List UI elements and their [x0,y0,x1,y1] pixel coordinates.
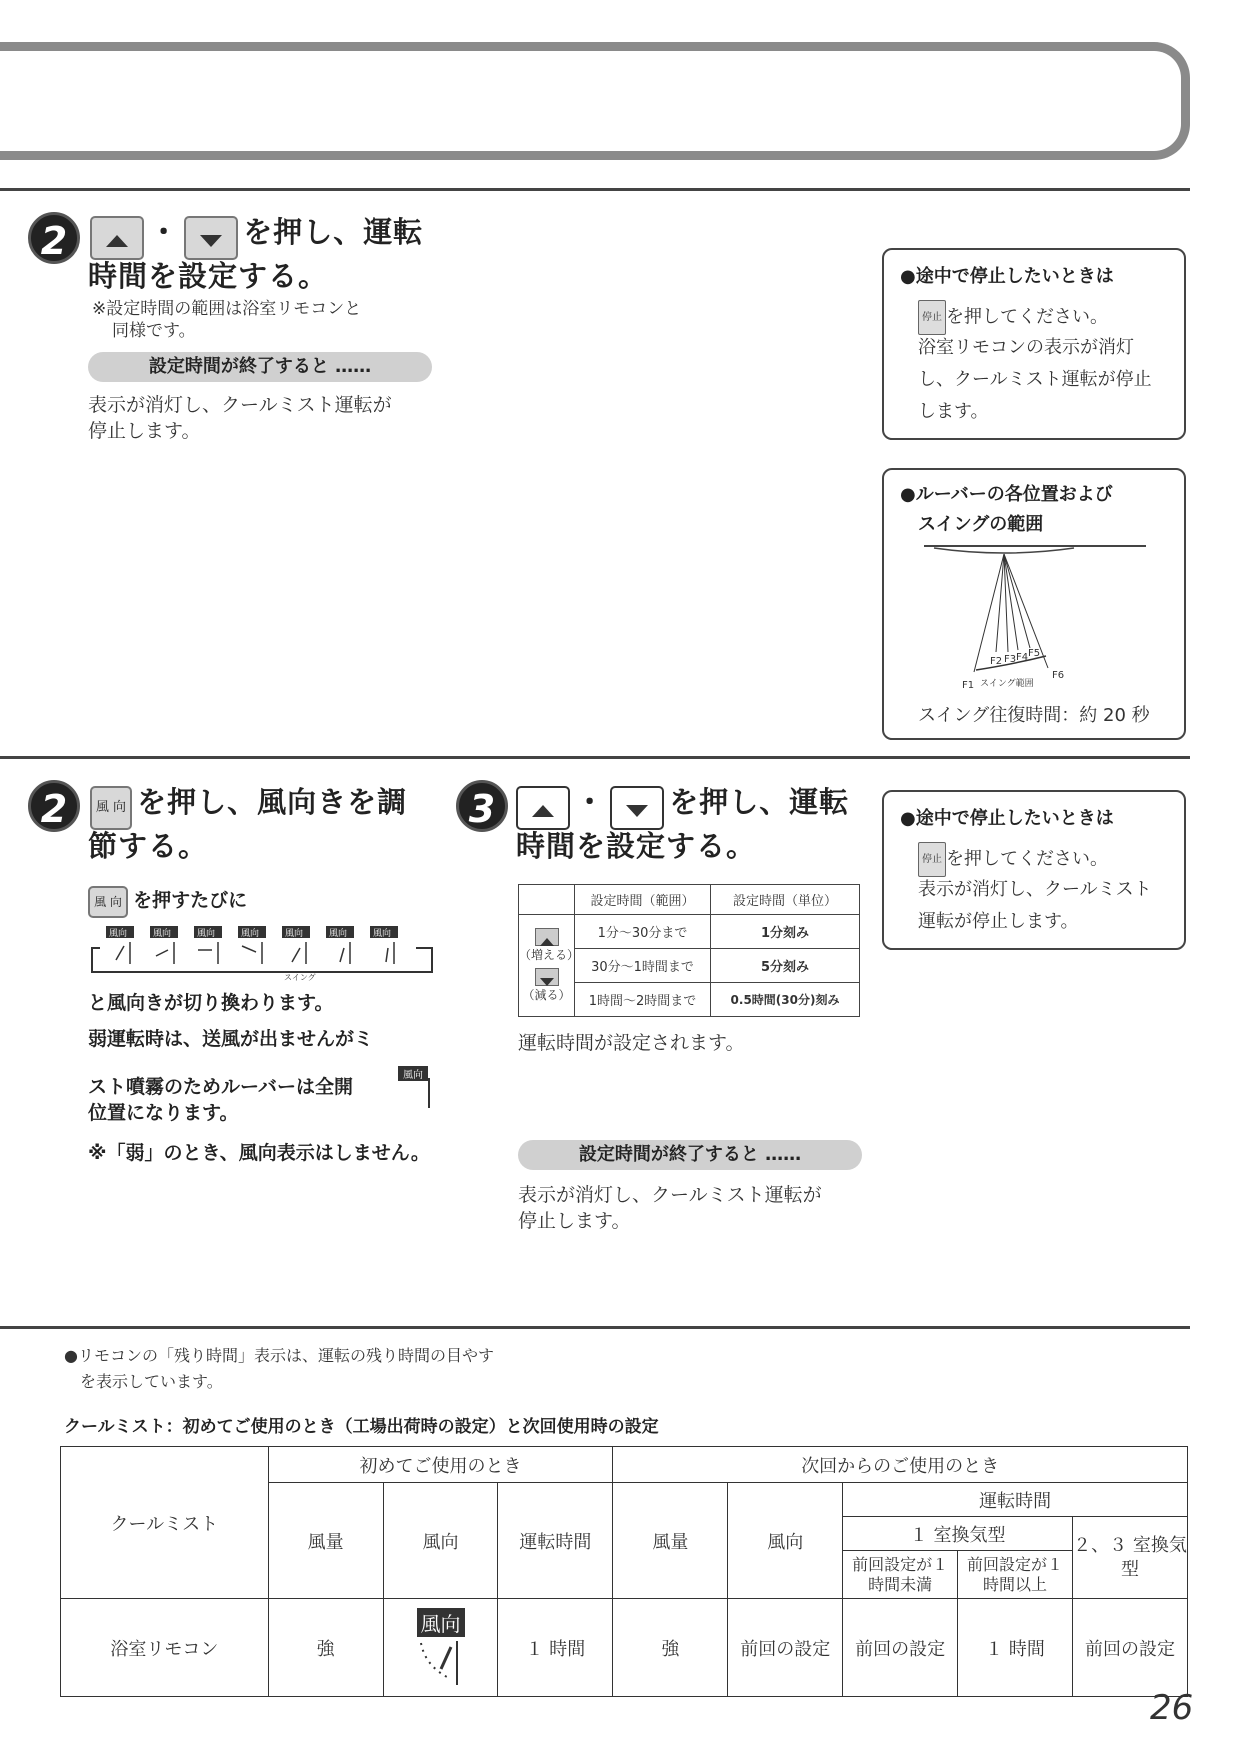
direction-line-c: スト噴霧のためルーバーは全開 [88,1076,354,1098]
direction-line-a: と風向きが切り換わります。 [88,992,334,1014]
step-heading-row [90,782,450,828]
stop-info-title: ●途中で停止したいときは [900,266,1114,287]
volume-header: 風量 [268,1483,383,1599]
section-divider-bottom [0,1326,1190,1329]
down-button[interactable] [610,786,664,830]
note-line2: 同様です。 [112,321,196,341]
step-heading-row [516,782,876,828]
stop-key-icon: 停止 [918,842,946,877]
settings-table [60,1446,1188,1697]
stop-info-line1 [918,300,1108,335]
fk-label: 風向 [285,929,304,939]
up-button[interactable] [516,786,570,830]
stop-info-title: ●途中で停止したいときは [900,808,1114,829]
range-cell: 30分〜1時間まで [575,949,711,983]
direction-header: 風向 [383,1483,498,1599]
label-f6: F6 [1052,670,1065,681]
label-f1: F1 [962,680,975,691]
result-line2: 停止します。 [518,1210,631,1232]
louver-title-line1: ●ルーバーの各位置および [900,484,1113,505]
direction-cycle-diagram [88,924,436,984]
time-setting-table [518,884,860,1017]
separator-dot: ・ [575,785,606,819]
louver-info-box [882,468,1186,740]
direction-header: 風向 [728,1483,843,1599]
label-f4: F4 [1016,652,1029,663]
direction-line-b: 弱運転時は、送風が出ませんがミ [88,1028,374,1050]
prev-ge-header: 前回設定が１ 時間以上 [958,1551,1073,1599]
table-cell: 前回の設定 [728,1599,843,1697]
step-heading-line1: を押し、風向きを調 [137,785,408,819]
table-cell: 前回の設定 [843,1599,958,1697]
louver-title-line2: スイングの範囲 [918,514,1044,535]
down-button[interactable] [184,216,238,260]
louver-swing-diagram [914,540,1154,700]
fk-label: 風向 [109,929,128,939]
table-cell: 強 [268,1599,383,1697]
stop-info-box [882,790,1186,950]
arrow-key-cell [519,915,580,1017]
fk-label: 風向 [197,929,216,939]
direction-cell [383,1599,498,1697]
op-time-header: 運転時間 [498,1483,613,1599]
fk-label: 風向 [329,929,348,939]
louver-caption: スイング往復時間：約 20 秒 [918,705,1150,726]
up-key-icon [535,928,559,946]
section-divider-top [0,188,1190,191]
up-label: （増える） [519,947,580,962]
step-number-badge: 2 [28,212,80,264]
step-heading-row [90,212,450,258]
down-arrow-icon [200,235,222,247]
table-cell: １ 時間 [958,1599,1073,1697]
step-heading-line2: 節する。 [88,829,209,863]
stop-info-line1-text: を押してください。 [946,306,1108,328]
prev-lt-header: 前回設定が１ 時間未満 [843,1551,958,1599]
result-line1: 表示が消灯し、クールミスト運転が [88,394,392,416]
label-f5: F5 [1028,648,1041,659]
op-time-header: 運転時間 [843,1483,1188,1517]
stop-info-line3: 運転が停止します。 [918,911,1079,932]
swing-range-label: スイング範囲 [980,679,1034,689]
fk-label: 風向 [417,1608,465,1637]
stop-info-box [882,248,1186,440]
full-open-icon [398,1066,434,1110]
range-cell: 1分〜30分まで [575,915,711,949]
fk-label: 風向 [398,1066,428,1081]
header-frame [0,42,1190,160]
press-each-time-row [88,886,247,918]
up-arrow-icon [106,235,128,247]
remaining-time-note-line2: を表示しています。 [80,1372,223,1391]
step-heading-line1: を押し、運転 [669,785,850,819]
result-line1: 表示が消灯し、クールミスト運転が [518,1184,822,1206]
section-divider-mid [0,756,1190,759]
table-cell: 強 [613,1599,728,1697]
up-button[interactable] [90,216,144,260]
first-use-header: 初めてご使用のとき [268,1447,613,1483]
direction-line-d: 位置になります。 [88,1102,239,1124]
table-corner [519,885,575,915]
stop-info-line1-text: を押してください。 [946,848,1108,870]
step-number-badge: 2 [28,780,80,832]
table-cell: １ 時間 [498,1599,613,1697]
range-cell: 1時間〜2時間まで [575,983,711,1017]
unit-cell: 0.5時間(30分)刻み [711,983,860,1017]
label-f3: F3 [1004,654,1017,665]
unit-cell: 5分刻み [711,949,860,983]
fukou-button[interactable]: 風 向 [90,786,132,830]
label-f2: F2 [990,656,1003,667]
table-header-unit: 設定時間（単位） [711,885,860,915]
step-heading-line1: を押し、運転 [243,215,424,249]
stop-info-line2: 浴室リモコンの表示が消灯 [918,337,1134,358]
step-number-badge: 3 [456,780,508,832]
stop-info-line2: 表示が消灯し、クールミスト [918,879,1152,900]
volume-header: 風量 [613,1483,728,1599]
stop-info-line1 [918,842,1108,877]
one-room-header: １ 室換気型 [843,1517,1073,1551]
after-table-text: 運転時間が設定されます。 [518,1032,745,1054]
fk-label: 風向 [373,929,392,939]
step-heading-line2: 時間を設定する。 [516,829,757,863]
stop-info-line3: し、クールミスト運転が停止 [918,369,1152,390]
table-header-range: 設定時間（範囲） [575,885,711,915]
row-label: 浴室リモコン [61,1599,269,1697]
down-arrow-icon [626,805,648,817]
down-key-icon [535,968,559,986]
fk-label: 風向 [153,929,172,939]
remaining-time-note-line1: ●リモコンの「残り時間」表示は、運転の残り時間の目やす [64,1346,494,1365]
stop-key-icon: 停止 [918,300,946,335]
stop-info-line4: します。 [918,401,989,422]
direction-indicator-icon [411,1637,471,1687]
row-head: クールミスト [61,1447,269,1599]
multi-room-header: ２、３ 室換気型 [1073,1517,1188,1599]
fukou-key-small: 風 向 [88,886,128,918]
settings-table-title: クールミスト：初めてご使用のとき（工場出荷時の設定）と次回使用時の設定 [64,1417,659,1437]
table-cell: 前回の設定 [1073,1599,1188,1697]
fk-label: 風向 [241,929,260,939]
page-number: 26 [1150,1688,1194,1728]
swing-label: スイング [284,973,316,982]
up-arrow-icon [532,805,554,817]
note-line1: ※設定時間の範囲は浴室リモコンと [92,299,362,319]
press-each-time-text: を押すたびに [133,889,248,912]
direction-line-e: ※「弱」のとき、風向表示はしません。 [88,1142,430,1164]
next-use-header: 次回からのご使用のとき [613,1447,1188,1483]
down-label: （減る） [522,987,571,1002]
unit-cell: 1分刻み [711,915,860,949]
step-heading-line2: 時間を設定する。 [88,259,329,293]
separator-dot: ・ [149,215,180,249]
end-notice-pill: 設定時間が終了すると …… [88,352,432,382]
end-notice-pill: 設定時間が終了すると …… [518,1140,862,1170]
result-line2: 停止します。 [88,420,201,442]
